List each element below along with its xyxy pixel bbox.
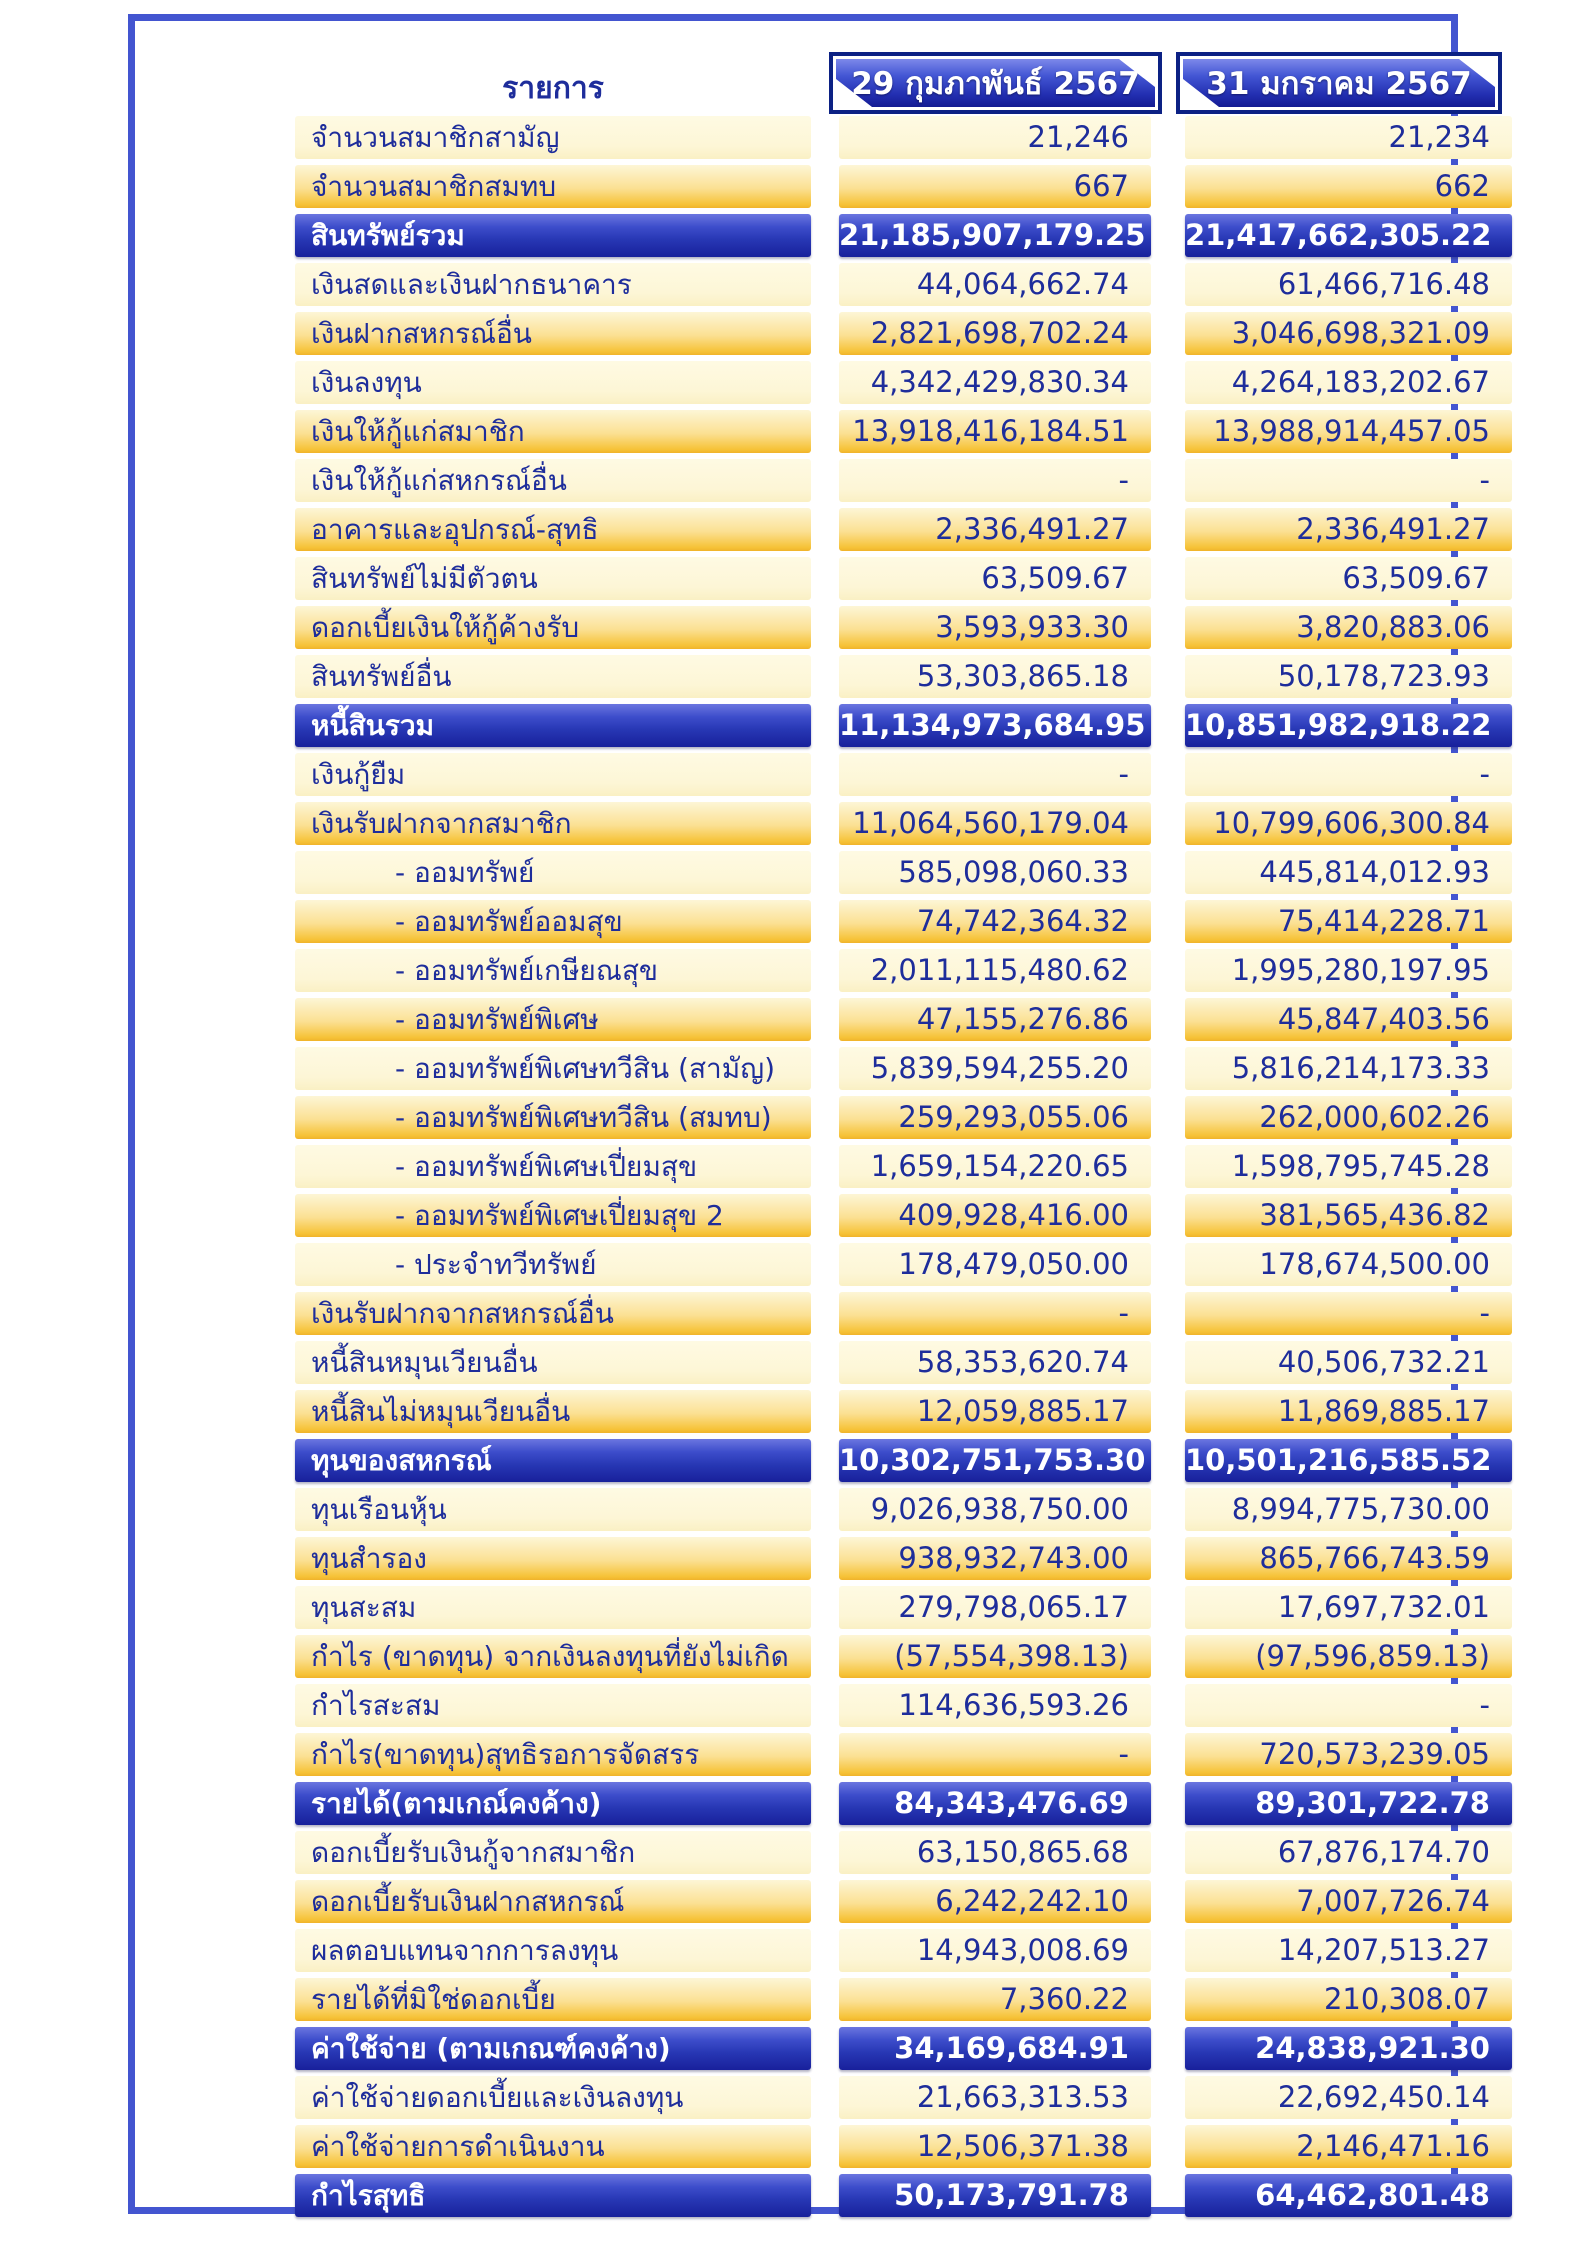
row-label: เงินให้กู้แก่สหกรณ์อื่น (295, 459, 811, 502)
corner-triangle-icon (1119, 59, 1155, 87)
row-value-col2: - (1185, 753, 1512, 796)
row-value-col2: 22,692,450.14 (1185, 2076, 1512, 2119)
row-label: ดอกเบี้ยรับเงินฝากสหกรณ์ (295, 1880, 811, 1923)
row-value-col2: 1,598,795,745.28 (1185, 1145, 1512, 1188)
row-value-col1: 3,593,933.30 (839, 606, 1151, 649)
row-label: - ออมทรัพย์ออมสุข (295, 900, 811, 943)
row-label: - ออมทรัพย์พิเศษ (295, 998, 811, 1041)
corner-triangle-icon (836, 79, 872, 107)
table-row (135, 214, 1492, 257)
row-value-col2: 21,417,662,305.22 (1185, 214, 1512, 257)
row-label: เงินฝากสหกรณ์อื่น (295, 312, 811, 355)
row-value-col1: 259,293,055.06 (839, 1096, 1151, 1139)
row-value-col2: 865,766,743.59 (1185, 1537, 1512, 1580)
row-value-col1: 1,659,154,220.65 (839, 1145, 1151, 1188)
table-row (135, 2076, 1490, 2119)
row-label: สินทรัพย์อื่น (295, 655, 811, 698)
row-label: ทุนของสหกรณ์ (295, 1439, 811, 1482)
table-row (135, 704, 1492, 747)
row-value-col2: 1,995,280,197.95 (1185, 949, 1512, 992)
row-value-col2: 63,509.67 (1185, 557, 1512, 600)
table-row (135, 1145, 1490, 1188)
row-label: จำนวนสมาชิกสามัญ (295, 116, 811, 159)
row-value-col1: (57,554,398.13) (839, 1635, 1151, 1678)
row-value-col2: 7,007,726.74 (1185, 1880, 1512, 1923)
table-row (135, 1586, 1490, 1629)
row-value-col1: 44,064,662.74 (839, 263, 1151, 306)
row-value-col2: 89,301,722.78 (1185, 1782, 1512, 1825)
row-value-col2: 14,207,513.27 (1185, 1929, 1512, 1972)
row-value-col2: 3,820,883.06 (1185, 606, 1512, 649)
row-value-col1: 21,246 (839, 116, 1151, 159)
row-label: - ออมทรัพย์พิเศษทวีสิน (สามัญ) (295, 1047, 811, 1090)
row-value-col2: 4,264,183,202.67 (1185, 361, 1512, 404)
row-value-col1: 84,343,476.69 (839, 1782, 1151, 1825)
row-value-col1: 9,026,938,750.00 (839, 1488, 1151, 1531)
row-value-col1: 178,479,050.00 (839, 1243, 1151, 1286)
table-row (135, 1194, 1490, 1237)
table-row (135, 557, 1490, 600)
row-value-col2: 10,799,606,300.84 (1185, 802, 1512, 845)
row-label: - ออมทรัพย์ (295, 851, 811, 894)
table-row (135, 1292, 1490, 1335)
row-label: เงินลงทุน (295, 361, 811, 404)
row-label: - ออมทรัพย์พิเศษทวีสิน (สมทบ) (295, 1096, 811, 1139)
row-value-col1: 63,509.67 (839, 557, 1151, 600)
row-value-col1: 13,918,416,184.51 (839, 410, 1151, 453)
row-value-col2: 10,851,982,918.22 (1185, 704, 1512, 747)
row-value-col2: 5,816,214,173.33 (1185, 1047, 1512, 1090)
row-value-col2: 262,000,602.26 (1185, 1096, 1512, 1139)
row-value-col2: 67,876,174.70 (1185, 1831, 1512, 1874)
row-value-col2: 75,414,228.71 (1185, 900, 1512, 943)
table-row (135, 165, 1490, 208)
row-label: สินทรัพย์ไม่มีตัวตน (295, 557, 811, 600)
table-row (135, 116, 1490, 159)
row-label: กำไรสุทธิ (295, 2174, 811, 2217)
table-row (135, 1831, 1490, 1874)
row-value-col1: 2,011,115,480.62 (839, 949, 1151, 992)
row-label: หนี้สินไม่หมุนเวียนอื่น (295, 1390, 811, 1433)
row-value-col1: 21,185,907,179.25 (839, 214, 1151, 257)
row-value-col1: 34,169,684.91 (839, 2027, 1151, 2070)
row-label: อาคารและอุปกรณ์-สุทธิ (295, 508, 811, 551)
table-row (135, 655, 1490, 698)
row-value-col2: 381,565,436.82 (1185, 1194, 1512, 1237)
column-header-january-label: 31 มกราคม 2567 (1206, 66, 1472, 102)
table-row (135, 263, 1490, 306)
row-value-col1: 53,303,865.18 (839, 655, 1151, 698)
row-value-col2: 662 (1185, 165, 1512, 208)
items-column-header: รายการ (502, 71, 604, 106)
row-value-col2: 2,146,471.16 (1185, 2125, 1512, 2168)
table-row (135, 851, 1490, 894)
row-label: หนี้สินหมุนเวียนอื่น (295, 1341, 811, 1384)
row-value-col1: 12,059,885.17 (839, 1390, 1151, 1433)
row-label: ค่าใช้จ่ายการดำเนินงาน (295, 2125, 811, 2168)
row-value-col1: 74,742,364.32 (839, 900, 1151, 943)
row-value-col1: 667 (839, 165, 1151, 208)
row-value-col1: 114,636,593.26 (839, 1684, 1151, 1727)
row-value-col1: - (839, 1733, 1151, 1776)
table-row (135, 1096, 1490, 1139)
row-value-col1: - (839, 459, 1151, 502)
row-value-col1: 5,839,594,255.20 (839, 1047, 1151, 1090)
table-row (135, 1929, 1490, 1972)
row-value-col1: 11,064,560,179.04 (839, 802, 1151, 845)
table-row (135, 949, 1490, 992)
column-header-february-label: 29 กุมภาพันธ์ 2567 (851, 66, 1140, 102)
table-row (135, 1390, 1490, 1433)
row-value-col2: 720,573,239.05 (1185, 1733, 1512, 1776)
column-header-february-panel (836, 59, 1155, 107)
row-label: เงินให้กู้แก่สมาชิก (295, 410, 811, 453)
row-label: จำนวนสมาชิกสมทบ (295, 165, 811, 208)
table-row (135, 753, 1490, 796)
row-label: กำไร(ขาดทุน)สุทธิรอการจัดสรร (295, 1733, 811, 1776)
row-value-col2: - (1185, 459, 1512, 502)
row-value-col2: 50,178,723.93 (1185, 655, 1512, 698)
column-header-january-panel (1183, 59, 1495, 107)
row-value-col1: - (839, 1292, 1151, 1335)
table-row (135, 1733, 1490, 1776)
table-row (135, 2125, 1490, 2168)
row-value-col2: 2,336,491.27 (1185, 508, 1512, 551)
row-value-col2: 24,838,921.30 (1185, 2027, 1512, 2070)
row-value-col2: 45,847,403.56 (1185, 998, 1512, 1041)
row-value-col2: 21,234 (1185, 116, 1512, 159)
table-row (135, 1782, 1490, 1825)
table-row (135, 1635, 1490, 1678)
table-row (135, 1047, 1490, 1090)
row-value-col2: 11,869,885.17 (1185, 1390, 1512, 1433)
row-value-col2: 445,814,012.93 (1185, 851, 1512, 894)
table-row (135, 312, 1490, 355)
row-label: หนี้สินรวม (295, 704, 811, 747)
row-value-col2: 64,462,801.48 (1185, 2174, 1512, 2217)
row-label: สินทรัพย์รวม (295, 214, 811, 257)
row-value-col2: 210,308.07 (1185, 1978, 1512, 2021)
row-label: กำไรสะสม (295, 1684, 811, 1727)
corner-triangle-icon (1459, 59, 1495, 87)
row-label: ค่าใช้จ่ายดอกเบี้ยและเงินลงทุน (295, 2076, 811, 2119)
row-value-col1: 11,134,973,684.95 (839, 704, 1151, 747)
table-row (135, 459, 1490, 502)
row-label: - ออมทรัพย์เกษียณสุข (295, 949, 811, 992)
table-frame (128, 14, 1492, 2214)
row-label: เงินรับฝากจากสหกรณ์อื่น (295, 1292, 811, 1335)
row-value-col2: 178,674,500.00 (1185, 1243, 1512, 1286)
row-label: ทุนสะสม (295, 1586, 811, 1629)
row-value-col2: 3,046,698,321.09 (1185, 312, 1512, 355)
row-value-col1: 14,943,008.69 (839, 1929, 1151, 1972)
table-row (135, 998, 1490, 1041)
row-value-col1: 12,506,371.38 (839, 2125, 1151, 2168)
table-row (135, 508, 1490, 551)
table-row (135, 361, 1490, 404)
table-row (135, 1341, 1490, 1384)
row-value-col1: 2,336,491.27 (839, 508, 1151, 551)
table-row (135, 606, 1490, 649)
row-value-col1: 50,173,791.78 (839, 2174, 1151, 2217)
table-row (135, 2174, 1490, 2217)
table-row (135, 900, 1490, 943)
row-value-col1: 63,150,865.68 (839, 1831, 1151, 1874)
row-label: รายได้(ตามเกณ์คงค้าง) (295, 1782, 811, 1825)
table-row (135, 802, 1490, 845)
row-label: - ประจำทวีทรัพย์ (295, 1243, 811, 1286)
row-label: ดอกเบี้ยรับเงินกู้จากสมาชิก (295, 1831, 811, 1874)
table-row (135, 1684, 1490, 1727)
row-value-col2: 40,506,732.21 (1185, 1341, 1512, 1384)
row-label: ผลตอบแทนจากการลงทุน (295, 1929, 811, 1972)
table-row (135, 1243, 1490, 1286)
row-value-col2: 61,466,716.48 (1185, 263, 1512, 306)
row-value-col1: 6,242,242.10 (839, 1880, 1151, 1923)
row-label: - ออมทรัพย์พิเศษเปี่ยมสุข (295, 1145, 811, 1188)
row-label: เงินรับฝากจากสมาชิก (295, 802, 811, 845)
row-value-col1: 585,098,060.33 (839, 851, 1151, 894)
table-row (135, 1488, 1490, 1531)
table-row (135, 1537, 1490, 1580)
row-value-col1: 47,155,276.86 (839, 998, 1151, 1041)
row-value-col2: (97,596,859.13) (1185, 1635, 1512, 1678)
row-value-col2: 13,988,914,457.05 (1185, 410, 1512, 453)
row-value-col2: - (1185, 1684, 1512, 1727)
row-label: เงินสดและเงินฝากธนาคาร (295, 263, 811, 306)
row-value-col1: 4,342,429,830.34 (839, 361, 1151, 404)
row-value-col2: 8,994,775,730.00 (1185, 1488, 1512, 1531)
row-value-col1: 7,360.22 (839, 1978, 1151, 2021)
row-value-col1: 21,663,313.53 (839, 2076, 1151, 2119)
row-label: รายได้ที่มิใช่ดอกเบี้ย (295, 1978, 811, 2021)
row-label: กำไร (ขาดทุน) จากเงินลงทุนที่ยังไม่เกิด (295, 1635, 811, 1678)
column-header-february (829, 52, 1162, 114)
column-header-january (1176, 52, 1502, 114)
row-label: ดอกเบี้ยเงินให้กู้ค้างรับ (295, 606, 811, 649)
table-row (135, 1880, 1490, 1923)
row-value-col1: 409,928,416.00 (839, 1194, 1151, 1237)
row-value-col2: - (1185, 1292, 1512, 1335)
row-value-col1: 938,932,743.00 (839, 1537, 1151, 1580)
row-label: - ออมทรัพย์พิเศษเปี่ยมสุข 2 (295, 1194, 811, 1237)
row-label: เงินกู้ยืม (295, 753, 811, 796)
row-value-col1: 58,353,620.74 (839, 1341, 1151, 1384)
row-label: ทุนสำรอง (295, 1537, 811, 1580)
row-value-col1: 10,302,751,753.30 (839, 1439, 1151, 1482)
table-row (135, 1978, 1490, 2021)
row-label: ค่าใช้จ่าย (ตามเกณฑ์คงค้าง) (295, 2027, 811, 2070)
table-row (135, 410, 1490, 453)
row-label: ทุนเรือนหุ้น (295, 1488, 811, 1531)
row-value-col1: 279,798,065.17 (839, 1586, 1151, 1629)
table-row (135, 1439, 1492, 1482)
row-value-col2: 10,501,216,585.52 (1185, 1439, 1512, 1482)
table-row (135, 2027, 1490, 2070)
corner-triangle-icon (1183, 79, 1219, 107)
row-value-col2: 17,697,732.01 (1185, 1586, 1512, 1629)
row-value-col1: - (839, 753, 1151, 796)
row-value-col1: 2,821,698,702.24 (839, 312, 1151, 355)
